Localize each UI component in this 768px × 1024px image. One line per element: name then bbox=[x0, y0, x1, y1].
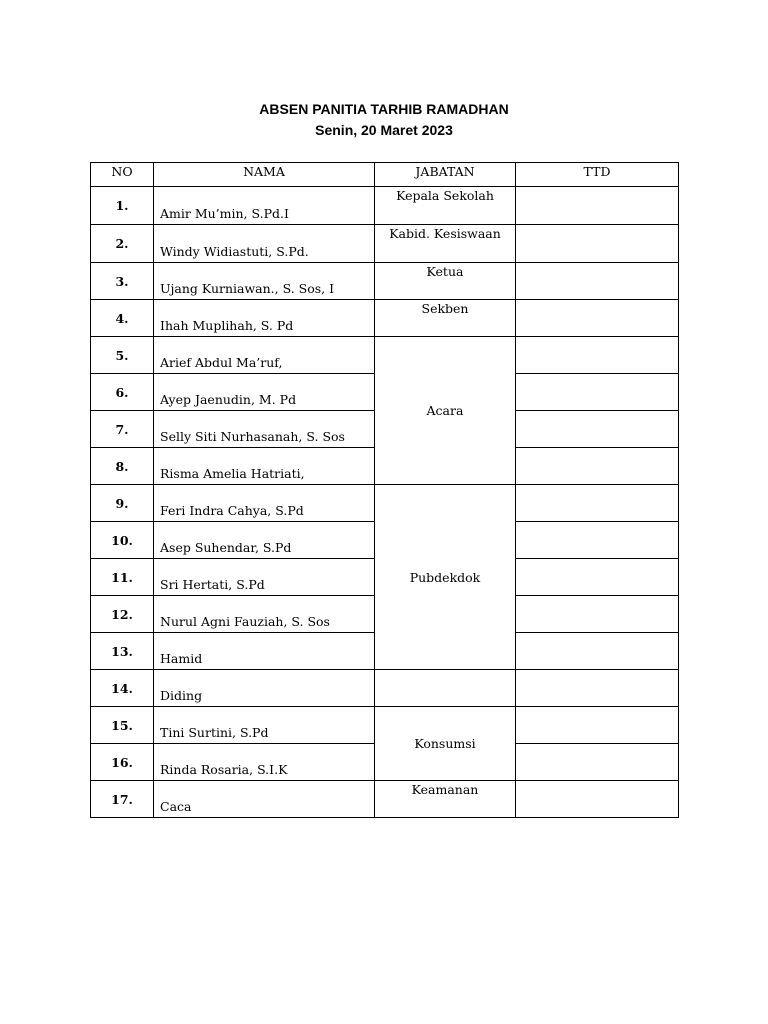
document-title: ABSEN PANITIA TARHIB RAMADHAN bbox=[259, 101, 509, 117]
signature-cell[interactable] bbox=[516, 670, 679, 707]
table-row bbox=[91, 707, 679, 744]
signature-cell[interactable] bbox=[516, 374, 679, 411]
signature-cell[interactable] bbox=[516, 485, 679, 522]
row-number: 4. bbox=[91, 300, 154, 337]
signature-cell[interactable] bbox=[516, 411, 679, 448]
member-name: Feri Indra Cahya, S.Pd bbox=[154, 485, 375, 522]
table-row bbox=[91, 781, 679, 818]
row-number: 14. bbox=[91, 670, 154, 707]
member-name: Risma Amelia Hatriati, bbox=[154, 448, 375, 485]
member-name: Asep Suhendar, S.Pd bbox=[154, 522, 375, 559]
signature-cell[interactable] bbox=[516, 781, 679, 818]
member-name: Arief Abdul Ma’ruf, bbox=[154, 337, 375, 374]
signature-cell[interactable] bbox=[516, 225, 679, 263]
row-number: 8. bbox=[91, 448, 154, 485]
row-number: 3. bbox=[91, 263, 154, 300]
member-name: Caca bbox=[154, 781, 375, 818]
member-name: Nurul Agni Fauziah, S. Sos bbox=[154, 596, 375, 633]
member-name: Amir Mu’min, S.Pd.I bbox=[154, 187, 375, 225]
row-number: 17. bbox=[91, 781, 154, 818]
table-row bbox=[91, 187, 679, 225]
signature-cell[interactable] bbox=[516, 300, 679, 337]
row-number: 12. bbox=[91, 596, 154, 633]
signature-cell[interactable] bbox=[516, 707, 679, 744]
table-row bbox=[91, 300, 679, 337]
signature-cell[interactable] bbox=[516, 337, 679, 374]
header-ttd: TTD bbox=[516, 163, 679, 187]
table-row bbox=[91, 263, 679, 300]
member-name: Diding bbox=[154, 670, 375, 707]
table-header-row bbox=[91, 163, 679, 187]
table-row bbox=[91, 670, 679, 707]
position-kabid-kesiswaan: Kabid. Kesiswaan bbox=[375, 225, 516, 263]
position-ketua: Ketua bbox=[375, 263, 516, 300]
row-number: 9. bbox=[91, 485, 154, 522]
member-name: Tini Surtini, S.Pd bbox=[154, 707, 375, 744]
position-empty bbox=[375, 670, 516, 707]
member-name: Windy Widiastuti, S.Pd. bbox=[154, 225, 375, 263]
signature-cell[interactable] bbox=[516, 744, 679, 781]
signature-cell[interactable] bbox=[516, 263, 679, 300]
table-row bbox=[91, 337, 679, 374]
member-name: Ayep Jaenudin, M. Pd bbox=[154, 374, 375, 411]
position-keamanan: Keamanan bbox=[375, 781, 516, 818]
header-nama: NAMA bbox=[154, 163, 375, 187]
row-number: 13. bbox=[91, 633, 154, 670]
position-pubdekdok: Pubdekdok bbox=[375, 485, 516, 670]
signature-cell[interactable] bbox=[516, 559, 679, 596]
member-name: Ujang Kurniawan., S. Sos, I bbox=[154, 263, 375, 300]
position-sekben: Sekben bbox=[375, 300, 516, 337]
row-number: 1. bbox=[91, 187, 154, 225]
row-number: 2. bbox=[91, 225, 154, 263]
member-name: Sri Hertati, S.Pd bbox=[154, 559, 375, 596]
row-number: 7. bbox=[91, 411, 154, 448]
attendance-table bbox=[90, 162, 679, 818]
row-number: 11. bbox=[91, 559, 154, 596]
signature-cell[interactable] bbox=[516, 522, 679, 559]
position-acara: Acara bbox=[375, 337, 516, 485]
member-name: Rinda Rosaria, S.I.K bbox=[154, 744, 375, 781]
signature-cell[interactable] bbox=[516, 187, 679, 225]
row-number: 5. bbox=[91, 337, 154, 374]
signature-cell[interactable] bbox=[516, 596, 679, 633]
document-date: Senin, 20 Maret 2023 bbox=[315, 122, 453, 138]
member-name: Ihah Muplihah, S. Pd bbox=[154, 300, 375, 337]
signature-cell[interactable] bbox=[516, 448, 679, 485]
member-name: Selly Siti Nurhasanah, S. Sos bbox=[154, 411, 375, 448]
position-kepala-sekolah: Kepala Sekolah bbox=[375, 187, 516, 225]
header-jabatan: JABATAN bbox=[375, 163, 516, 187]
position-konsumsi: Konsumsi bbox=[375, 707, 516, 781]
row-number: 15. bbox=[91, 707, 154, 744]
row-number: 6. bbox=[91, 374, 154, 411]
row-number: 16. bbox=[91, 744, 154, 781]
signature-cell[interactable] bbox=[516, 633, 679, 670]
header-no: NO bbox=[91, 163, 154, 187]
table-row bbox=[91, 225, 679, 263]
row-number: 10. bbox=[91, 522, 154, 559]
table-row bbox=[91, 485, 679, 522]
member-name: Hamid bbox=[154, 633, 375, 670]
